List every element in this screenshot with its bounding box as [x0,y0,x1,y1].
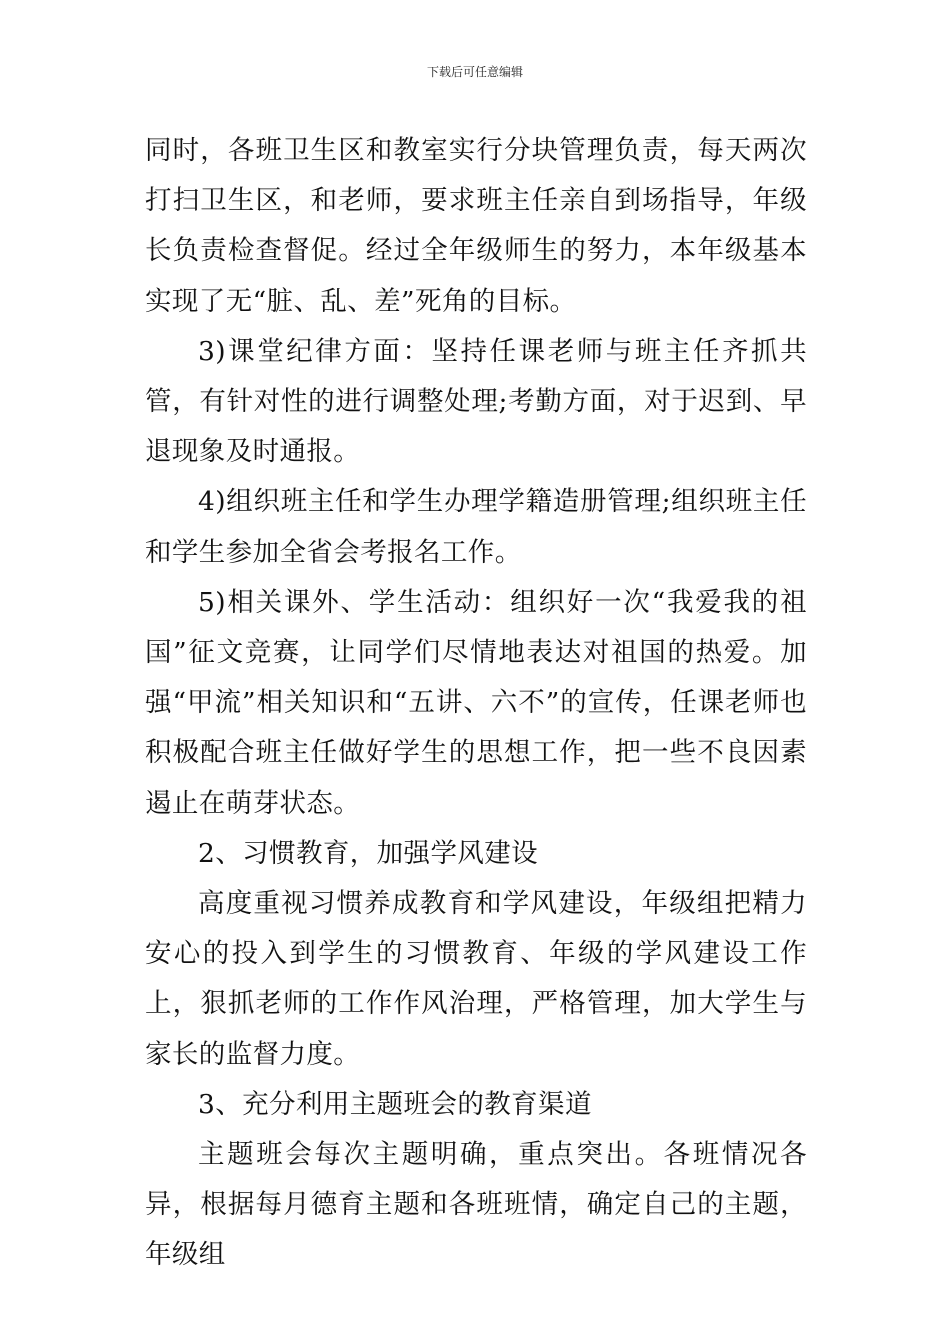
paragraph-3: 4)组织班主任和学生办理学籍造册管理;组织班主任和学生参加全省会考报名工作。 [145,486,807,568]
paragraph-6: 主题班会每次主题明确，重点突出。各班情况各异，根据每月德育主题和各班班情，确定自己的主题，年级组 [145,1139,807,1271]
document-body [145,126,807,1281]
paragraph-2: 3)课堂纪律方面：坚持任课老师与班主任齐抓共管，有针对性的进行调整处理;考勤方面，对于迟到、早退现象及时通报。 [145,335,807,468]
paragraph-1: 同时，各班卫生区和教室实行分块管理负责，每天两次打扫卫生区，和老师，要求班主任亲自到场指导，年级长负责检查督促。经过全年级师生的努力，本年级基本实现了无“脏、乱、差”死角的目标。 [145,135,807,317]
paragraph-5: 高度重视习惯养成教育和学风建设，年级组把精力安心的投入到学生的习惯教育、年级的学风建设工作上，狠抓老师的工作作风治理，严格管理，加大学生与家长的监督力度。 [145,888,807,1070]
section-heading-3: 3、充分利用主题班会的教育渠道 [198,1088,592,1120]
paragraph-4: 5)相关课外、学生活动：组织好一次“我爱我的祖国”征文竞赛，让同学们尽情地表达对祖国的热爱。加强“甲流”相关知识和“五讲、六不”的宣传，任课老师也积极配合班主任做好学生的思想工作，把一些不良因素遏止在萌芽状态。 [145,586,807,819]
page-header: 下载后可任意编辑 [426,65,523,79]
section-heading-2: 2、习惯教育，加强学风建设 [198,837,539,869]
